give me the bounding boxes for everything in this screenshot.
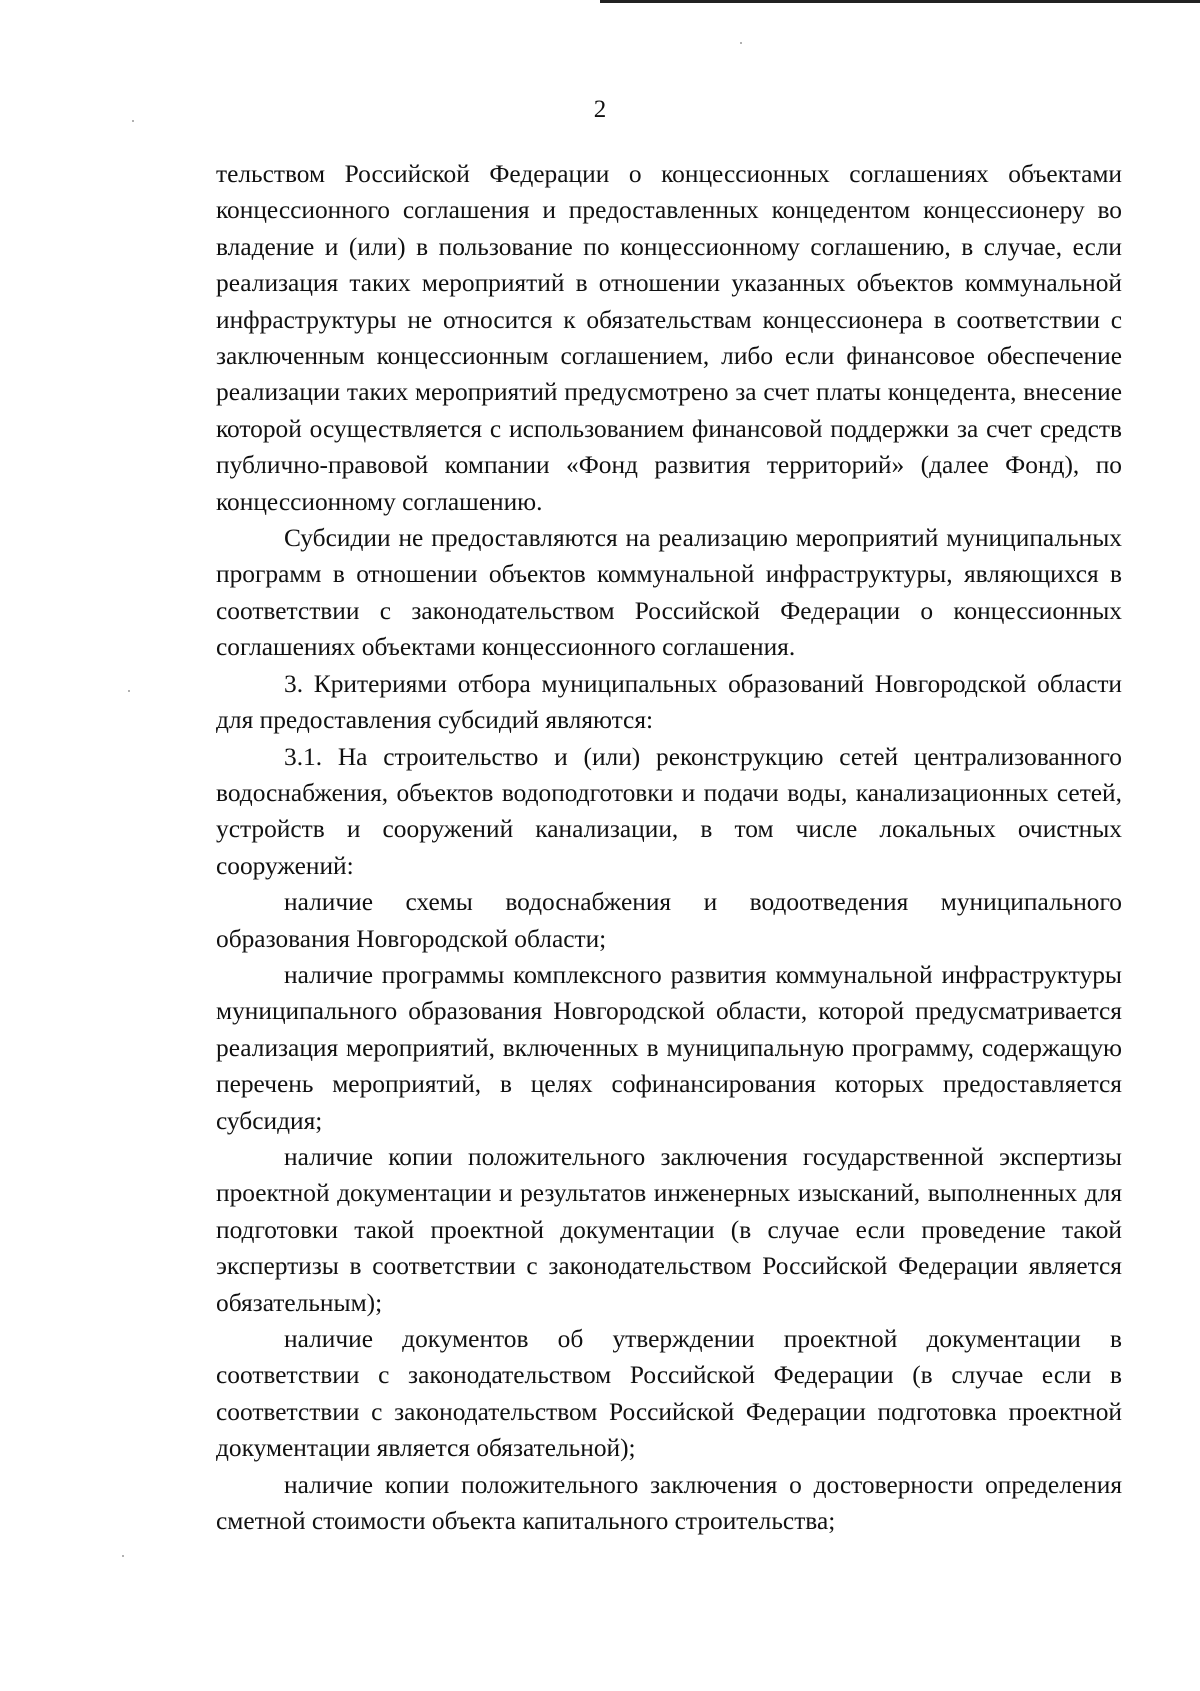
paragraph: 3. Критериями отбора муниципальных образований Новгородской области для предоставления субсидий являются: [216,669,1122,735]
paragraph: наличие документов об утверждении проектной документации в соответствии с законодательством Российской Федерации (в случае если в соответствии с законодательством Российской Федерации подготовка проектной документации является обязательной); [216,1325,1122,1463]
document-body [216,156,1122,1539]
paragraph: наличие программы комплексного развития коммунальной инфраструктуры муниципального образования Новгородской области, которой предусматривается реализация мероприятий, включенных в муниципальную программу, содержащую перечень мероприятий, в целях софинансирования которых предоставляется субсидия; [216,960,1122,1135]
paragraph: Субсидии не предоставляются на реализацию мероприятий муниципальных программ в отношении объектов коммунальной инфраструктуры, являющихся в соответствии с законодательством Российской Федерации о концессионных соглашениях объектами концессионного соглашения. [216,524,1122,662]
scan-speck [128,690,130,692]
scan-speck [740,42,742,44]
paragraph: наличие копии положительного заключения о достоверности определения сметной стоимости объекта капитального строительства; [216,1470,1122,1536]
paragraph: 3.1. На строительство и (или) реконструкцию сетей централизованного водоснабжения, объектов водоподготовки и подачи воды, канализационных сетей, устройств и сооружений канализации, в том числе локальных очистных сооружений: [216,742,1122,880]
paragraph: наличие схемы водоснабжения и водоотведения муниципального образования Новгородской области; [216,888,1122,953]
scan-speck [122,1555,124,1557]
paragraph: наличие копии положительного заключения государственной экспертизы проектной документации и результатов инженерных изысканий, выполненных для подготовки такой проектной документации (в случае если проведение такой экспертизы в соответствии с законодательством Российской Федерации является обязательным); [216,1142,1122,1317]
paragraph: тельством Российской Федерации о концессионных соглашениях объектами концессионного соглашения и предоставленных концедентом концессионеру во владение и (или) в пользование по концессионному соглашению, в случае, если реализация таких мероприятий в отношении указанных объектов коммунальной инфраструктуры не относится к обязательствам концессионера в соответствии с заключенным концессионным соглашением, либо если финансовое обеспечение реализации таких мероприятий предусмотрено за счет платы концедента, внесение которой осуществляется с использованием финансовой поддержки за счет средств публично-правовой компании «Фонд развития территорий» (далее Фонд), по концессионному соглашению. [216,160,1122,516]
page-number: 2 [593,96,607,123]
top-edge-rule [600,0,1200,3]
